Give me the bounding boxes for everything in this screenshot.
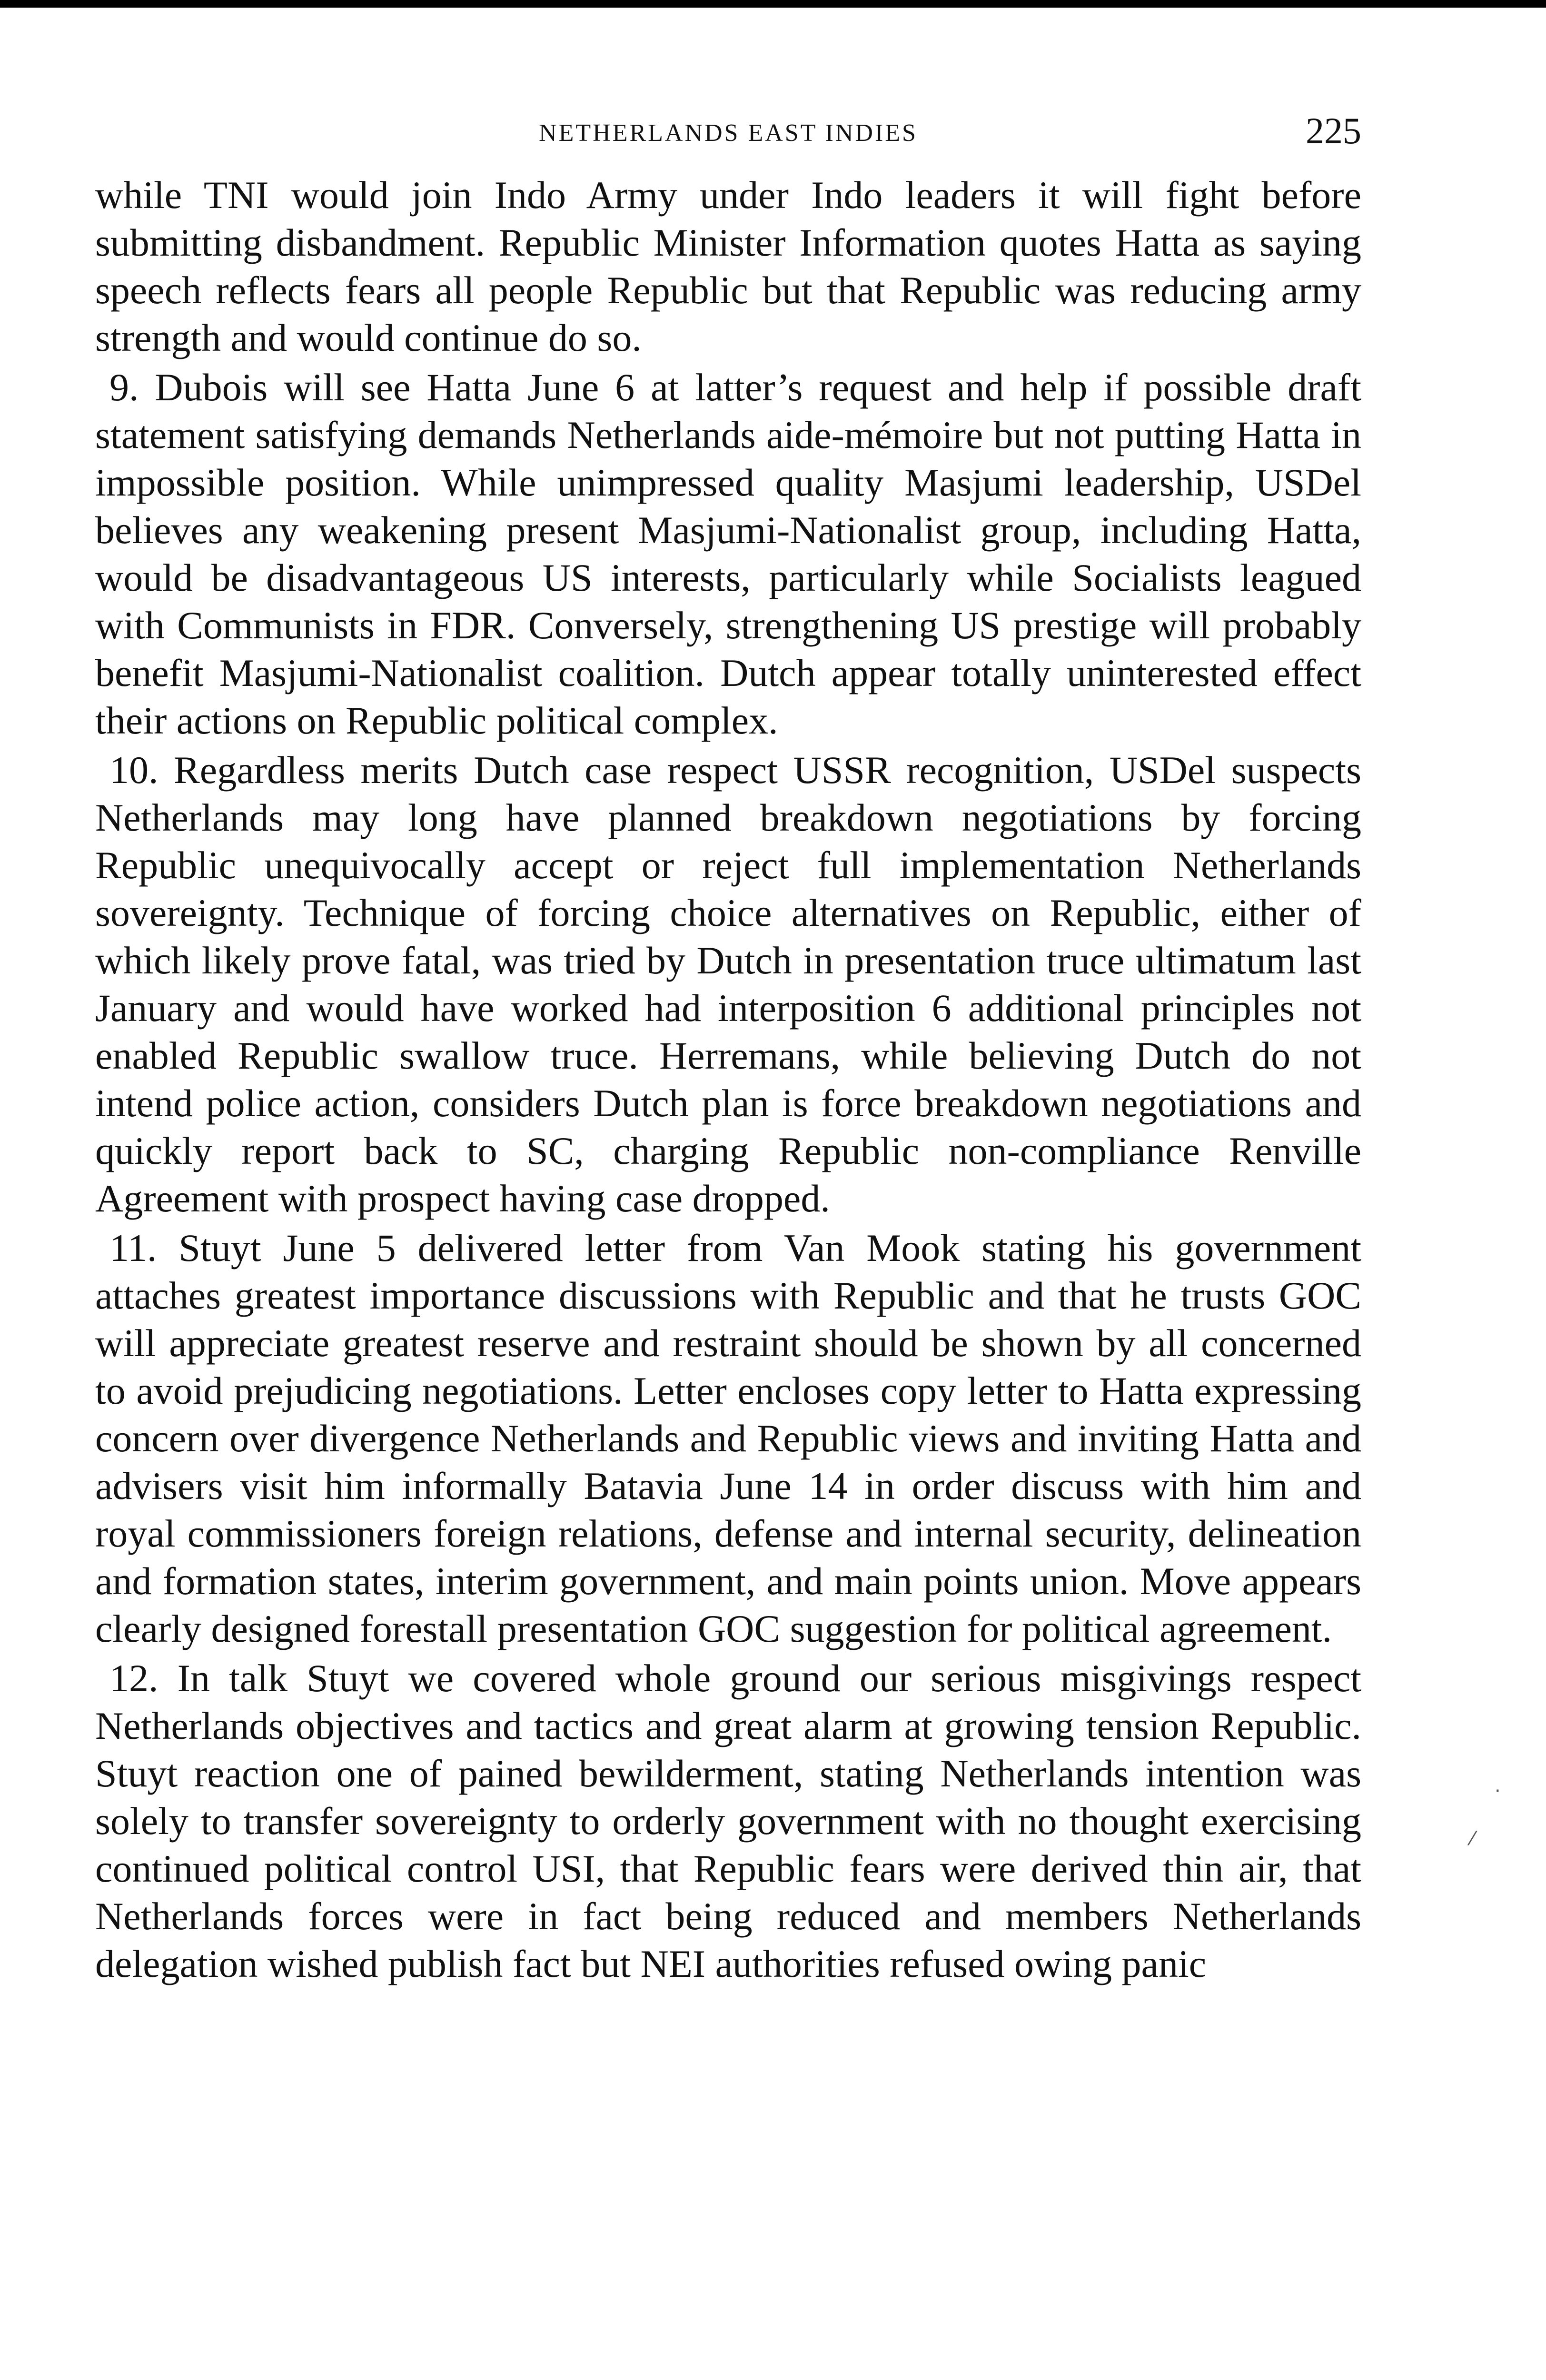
running-head: NETHERLANDS EAST INDIES <box>539 119 918 147</box>
paragraph-10: 10. Regardless merits Dutch case respect USSR recognition, USDel suspects Netherlands may long have planned breakdown negotiations by forcing Republic unequivocally accept or reject full implementation Netherlands sovereignty. Technique of forcing choice alternatives on Republic, either of which likely prove fatal, was tried by Dutch in presentation truce ultimatum last January and would have worked had interposition 6 additional principles not enabled Republic swallow truce. Herremans, while believing Dutch do not intend police action, considers Dutch plan is force breakdown negotiations and quickly report back to SC, charging Republic non-compliance Renville Agreement with prospect having case dropped. <box>95 748 1361 1220</box>
margin-mark-dot: · <box>1495 1780 1501 1802</box>
body-text <box>95 171 1361 1988</box>
page-header <box>95 100 1361 171</box>
paragraph-9: 9. Dubois will see Hatta June 6 at latter’s request and help if possible draft statement satisfying demands Netherlands aide-mémoire but not putting Hatta in impossible position. While unimpressed quality Masjumi leadership, USDel believes any weakening present Masjumi-Nationalist group, including Hatta, would be disadvantageous US interests, particularly while Socialists leagued with Communists in FDR. Conversely, strengthening US prestige will probably benefit Masjumi-Nationalist coalition. Dutch appear totally uninterested effect their actions on Republic political complex. <box>95 366 1361 742</box>
paragraph-12: 12. In talk Stuyt we covered whole ground our serious misgivings respect Netherlands objectives and tactics and great alarm at growing tension Republic. Stuyt reaction one of pained bewilderment, stating Netherlands intention was solely to transfer sovereignty to orderly government with no thought exercising continued political control USI, that Republic fears were derived thin air, that Netherlands forces were in fact being reduced and members Netherlands delegation wished publish fact but NEI authorities refused owing panic <box>95 1656 1361 1985</box>
margin-mark-slash: ⁄ <box>1471 1828 1474 1850</box>
scan-top-border <box>0 0 1546 8</box>
paragraph-11: 11. Stuyt June 5 delivered letter from Van Mook stating his government attaches greatest importance discussions with Republic and that he trusts GOC will appreciate greatest reserve and restraint should be shown by all concerned to avoid prejudicing negotiations. Letter encloses copy letter to Hatta expressing concern over divergence Netherlands and Republic views and inviting Hatta and advisers visit him informally Batavia June 14 in order discuss with him and royal commissioners foreign relations, defense and internal security, delineation and formation states, interim government, and main points union. Move appears clearly designed forestall presentation GOC suggestion for political agreement. <box>95 1226 1361 1650</box>
paragraph-continued: while TNI would join Indo Army under Indo leaders it will fight before submitting disbandment. Republic Minister Information quotes Hatta as saying speech reflects fears all people Republic but that Republic was reducing army strength and would continue do so. <box>95 173 1361 359</box>
document-page <box>95 100 1361 2380</box>
page-number: 225 <box>1306 110 1361 151</box>
